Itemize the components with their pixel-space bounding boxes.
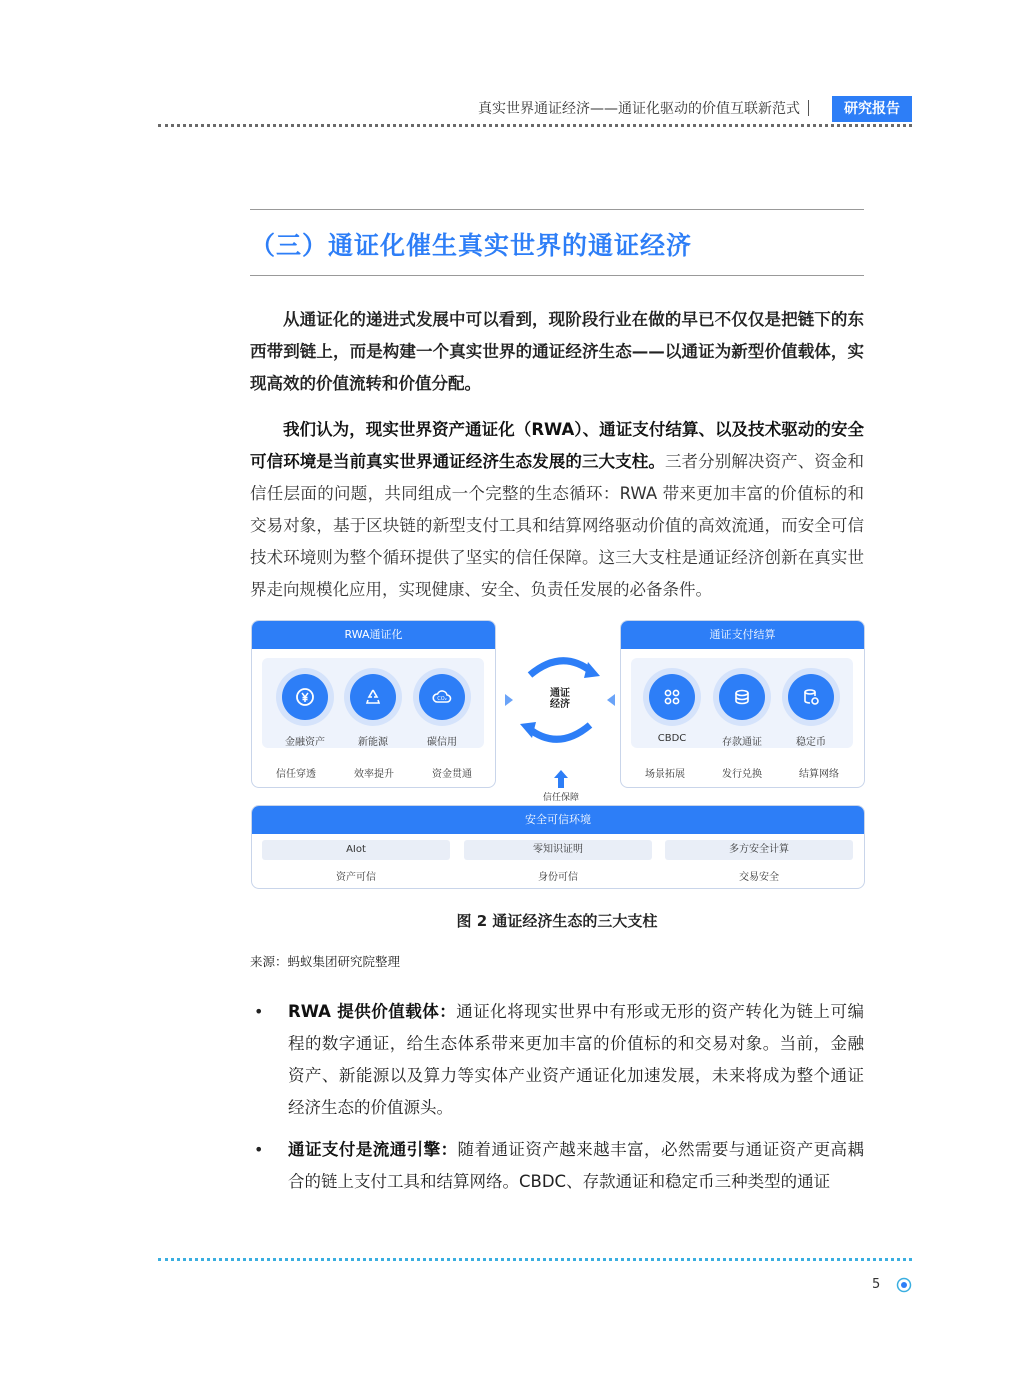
svg-text:CO₂: CO₂ xyxy=(437,696,447,702)
running-header-title: 真实世界通证经济——通证化驱动的价值互联新范式 xyxy=(478,101,800,117)
icon-label-energy: 新能源 xyxy=(358,737,388,748)
security-label-3: 交易安全 xyxy=(739,872,779,883)
recycle-icon xyxy=(350,674,396,720)
payment-panel xyxy=(620,620,865,788)
bullet-2-text: 随着通证资产越来越丰富，必然需要与通证资产更高耦合的链上支付工具和结算网络。CBDC、存款通证和稳定币三种类型的通证 xyxy=(288,1140,865,1191)
rwa-footer-3: 资金贯通 xyxy=(432,769,472,780)
icon-label-cbdc: CBDC xyxy=(657,733,687,744)
center-label-line2: 经济 xyxy=(550,699,570,710)
trust-label: 信任保障 xyxy=(542,793,579,803)
icon-label-stablecoin: 稳定币 xyxy=(796,737,826,748)
paragraph-1 xyxy=(250,304,864,400)
coins-stack-icon xyxy=(719,674,765,720)
security-label-2: 身份可信 xyxy=(538,872,578,883)
rwa-panel xyxy=(251,620,496,788)
paragraph-2-bold: 我们认为，现实世界资产通证化（RWA）、通证支付结算、以及技术驱动的安全可信环境是当前真实世界通证经济生态发展的三大支柱。 xyxy=(250,420,864,471)
paragraph-2 xyxy=(250,414,864,606)
paragraph-2-text: 三者分别解决资产、资金和信任层面的问题，共同组成一个完整的生态循环：RWA 带来更加丰富的价值标的和交易对象，基于区块链的新型支付工具和结算网络驱动价值的高效流通，而安全可信技术环境则为整个循环提供了坚实的信任保障。这三大支柱是通证经济创新在真实世界走向规模化应用，实现健康、安全、负责任发展的必备条件。 xyxy=(250,452,865,599)
bullet-dot: • xyxy=(254,1140,264,1159)
report-badge: 研究报告 xyxy=(832,96,912,122)
bullet-dot: • xyxy=(254,1002,264,1021)
header-separator xyxy=(808,100,809,116)
bullet-1-text: 通证化将现实世界中有形或无形的资产转化为链上可编程的数字通证，给生态体系带来更加丰富的价值标的和交易对象。当前，金融资产、新能源以及算力等实体产业资产通证化加速发展，未来将成为整个通证经济生态的价值源头。 xyxy=(288,1002,864,1117)
payment-footer-2: 发行兑换 xyxy=(722,769,762,780)
bullet-1-heading: RWA 提供价值载体： xyxy=(288,1002,457,1021)
rwa-panel-title: RWA通证化 xyxy=(252,621,495,649)
yen-coin-icon xyxy=(282,674,328,720)
chip-zkp: 零知识证明 xyxy=(464,840,652,860)
security-label-1: 资产可信 xyxy=(336,872,376,883)
rwa-footer-1: 信任穿透 xyxy=(276,769,316,780)
section-rule-top xyxy=(250,209,864,210)
header-dotted-rule xyxy=(158,124,912,127)
footer-dotted-rule xyxy=(158,1258,912,1261)
bullet-item-1 xyxy=(250,996,864,1124)
trust-arrow-icon xyxy=(554,770,568,788)
bullet-2-heading: 通证支付是流通引擎： xyxy=(288,1140,458,1159)
page-number: 5 xyxy=(872,1277,881,1292)
bullet-item-2 xyxy=(250,1134,864,1198)
figure-source: 来源：蚂蚁集团研究院整理 xyxy=(250,954,401,969)
payment-footer-3: 结算网络 xyxy=(799,769,839,780)
icon-label-financial: 金融资产 xyxy=(285,737,325,748)
paragraph-1-text: 从通证化的递进式发展中可以看到，现阶段行业在做的早已不仅仅是把链下的东西带到链上，而是构建一个真实世界的通证经济生态——以通证为新型价值载体，实现高效的价值流转和价值分配。 xyxy=(250,310,864,393)
payment-panel-title: 通证支付结算 xyxy=(621,621,864,649)
database-coin-icon xyxy=(788,674,834,720)
co2-cloud-icon xyxy=(419,674,465,720)
figure-caption: 图 2 通证经济生态的三大支柱 xyxy=(456,912,658,930)
chip-aiot: AIot xyxy=(262,840,450,860)
icon-label-deposit-token: 存款通证 xyxy=(722,737,762,748)
center-label-line1: 通证 xyxy=(550,688,570,699)
security-panel xyxy=(251,805,865,889)
page-marker-icon xyxy=(896,1277,912,1293)
icon-label-carbon: 碳信用 xyxy=(427,737,457,748)
rwa-footer-2: 效率提升 xyxy=(354,769,394,780)
security-panel-title: 安全可信环境 xyxy=(252,806,864,834)
payment-footer-1: 场景拓展 xyxy=(645,769,685,780)
section-title: （三）通证化催生真实世界的通证经济 xyxy=(250,231,693,260)
chip-mpc: 多方安全计算 xyxy=(665,840,853,860)
section-rule-bottom xyxy=(250,275,864,276)
apps-icon xyxy=(649,674,695,720)
